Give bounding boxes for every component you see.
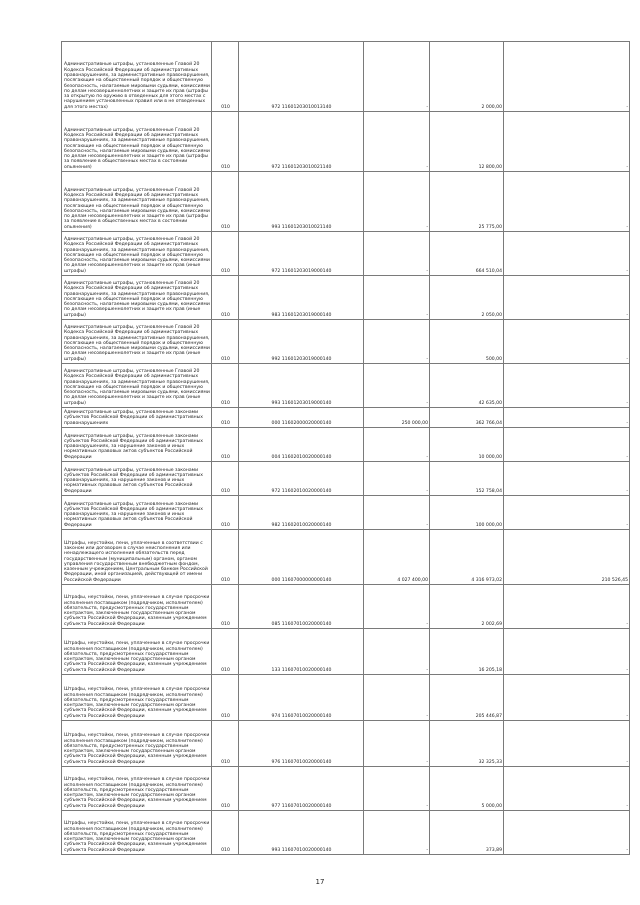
row-name: Административные штрафы, установленные законами субъектов Российской Федерации об административных правонарушениях, за нарушение законов и иных нормативных правовых актов субъектов Российской Федерации bbox=[62, 462, 212, 496]
row-kbk: 976 11607010020000140 bbox=[239, 721, 364, 767]
row-exec: 32 325,33 bbox=[430, 721, 504, 767]
row-rest: - bbox=[504, 112, 630, 172]
row-rest: - bbox=[504, 767, 630, 811]
row-code: 010 bbox=[212, 320, 239, 364]
table-row bbox=[62, 530, 630, 585]
row-name: Административные штрафы, установленные Главой 20 Кодекса Российской Федерации об административных правонарушениях, за административные правонарушения, посягающие на общественный порядок и общественную безопасность, налагаемые мировыми судьями, комиссиями по делам несовершеннолетних и защите их прав (иные штрафы) bbox=[62, 232, 212, 276]
row-code: 010 bbox=[212, 232, 239, 276]
row-exec: 2 002,69 bbox=[430, 585, 504, 629]
table-row bbox=[62, 585, 630, 629]
row-exec: 362 766,04 bbox=[430, 408, 504, 428]
row-code: 010 bbox=[212, 364, 239, 408]
row-kbk: 133 11607010020000140 bbox=[239, 629, 364, 675]
row-name: Административные штрафы, установленные Главой 20 Кодекса Российской Федерации об административных правонарушениях, за административные правонарушения, посягающие на общественный порядок и общественную безопасность, налагаемые мировыми судьями, комиссиями по делам несовершеннолетних и защите их прав (иные штрафы) bbox=[62, 364, 212, 408]
row-kbk: 982 11602010020000140 bbox=[239, 496, 364, 530]
row-plan: - bbox=[364, 585, 430, 629]
row-rest: - bbox=[504, 721, 630, 767]
table-row bbox=[62, 675, 630, 721]
row-exec: 25 775,00 bbox=[430, 172, 504, 232]
revenue-table bbox=[61, 41, 630, 855]
row-plan: - bbox=[364, 675, 430, 721]
row-name: Административные штрафы, установленные Главой 20 Кодекса Российской Федерации об административных правонарушениях, за административные правонарушения, посягающие на общественный порядок и общественную безопасность, налагаемые мировыми судьями, комиссиями по делам несовершеннолетних и защите их прав (штрафы за появление в общественных местах в состоянии опьянения) bbox=[62, 172, 212, 232]
row-code: 010 bbox=[212, 172, 239, 232]
row-rest: - bbox=[504, 811, 630, 855]
row-rest: - bbox=[504, 408, 630, 428]
row-kbk: 972 11602010020000140 bbox=[239, 462, 364, 496]
row-plan: - bbox=[364, 428, 430, 462]
row-rest: - bbox=[504, 232, 630, 276]
table-row bbox=[62, 172, 630, 232]
row-exec: 205 446,87 bbox=[430, 675, 504, 721]
row-name: Административные штрафы, установленные законами субъектов Российской Федерации об административных правонарушениях, за нарушение законов и иных нормативных правовых актов субъектов Российской Федерации bbox=[62, 428, 212, 462]
row-rest: - bbox=[504, 629, 630, 675]
row-kbk: 977 11607010020000140 bbox=[239, 767, 364, 811]
row-exec: 664 510,04 bbox=[430, 232, 504, 276]
row-exec: 10 000,00 bbox=[430, 428, 504, 462]
table-row bbox=[62, 408, 630, 428]
row-plan: - bbox=[364, 172, 430, 232]
row-plan: - bbox=[364, 629, 430, 675]
table-row bbox=[62, 428, 630, 462]
row-name: Административные штрафы, установленные законами субъектов Российской Федерации об административных правонарушениях bbox=[62, 408, 212, 428]
row-rest: - bbox=[504, 462, 630, 496]
row-code: 010 bbox=[212, 42, 239, 112]
row-exec: 42 635,00 bbox=[430, 364, 504, 408]
table-row bbox=[62, 629, 630, 675]
row-exec: 2 000,00 bbox=[430, 42, 504, 112]
row-plan: - bbox=[364, 42, 430, 112]
row-kbk: 000 11607000000000140 bbox=[239, 530, 364, 585]
row-exec: 152 758,04 bbox=[430, 462, 504, 496]
row-exec: 100 000,00 bbox=[430, 496, 504, 530]
page-number: 17 bbox=[315, 878, 325, 886]
report-sheet bbox=[61, 41, 629, 855]
row-kbk: 983 11601203019000140 bbox=[239, 276, 364, 320]
row-plan: - bbox=[364, 496, 430, 530]
table-row bbox=[62, 112, 630, 172]
row-code: 010 bbox=[212, 721, 239, 767]
table-body bbox=[62, 42, 630, 855]
row-code: 010 bbox=[212, 496, 239, 530]
row-name: Административные штрафы, установленные Главой 20 Кодекса Российской Федерации об административных правонарушениях, за административные правонарушения, посягающие на общественный порядок и общественную безопасность, налагаемые мировыми судьями, комиссиями по делам несовершеннолетних и защите их прав (иные штрафы) bbox=[62, 320, 212, 364]
row-kbk: 000 11602000020000140 bbox=[239, 408, 364, 428]
row-name: Штрафы, неустойки, пени, уплаченные в случае просрочки исполнения поставщиком (подрядчиком, исполнителем) обязательств, предусмотренных государственным контрактом, заключенным государственным органом субъекта Российской Федерации, казенным учреждением субъекта Российской Федерации bbox=[62, 629, 212, 675]
row-kbk: 004 11602010020000140 bbox=[239, 428, 364, 462]
table-row bbox=[62, 462, 630, 496]
row-rest: - bbox=[504, 364, 630, 408]
row-kbk: 993 11601203019000140 bbox=[239, 364, 364, 408]
row-name: Штрафы, неустойки, пени, уплаченные в случае просрочки исполнения поставщиком (подрядчиком, исполнителем) обязательств, предусмотренных государственным контрактом, заключенным государственным органом субъекта Российской Федерации, казенным учреждением субъекта Российской Федерации bbox=[62, 675, 212, 721]
row-code: 010 bbox=[212, 629, 239, 675]
row-name: Административные штрафы, установленные Главой 20 Кодекса Российской Федерации об административных правонарушениях, за административные правонарушения, посягающие на общественный порядок и общественную безопасность, налагаемые мировыми судьями, комиссиями по делам несовершеннолетних и защите их прав (иные штрафы) bbox=[62, 276, 212, 320]
row-kbk: 085 11607010020000140 bbox=[239, 585, 364, 629]
row-kbk: 993 11601203010021140 bbox=[239, 172, 364, 232]
row-name: Штрафы, неустойки, пени, уплаченные в случае просрочки исполнения поставщиком (подрядчиком, исполнителем) обязательств, предусмотренных государственным контрактом, заключенным государственным органом субъекта Российской Федерации, казенным учреждением субъекта Российской Федерации bbox=[62, 767, 212, 811]
row-plan: - bbox=[364, 232, 430, 276]
row-name: Административные штрафы, установленные Главой 20 Кодекса Российской Федерации об административных правонарушениях, за административные правонарушения, посягающие на общественный порядок и общественную безопасность, налагаемые мировыми судьями, комиссиями по делам несовершеннолетних и защите их прав (штрафы за появление в общественных местах в состоянии опьянения) bbox=[62, 112, 212, 172]
row-exec: 16 205,18 bbox=[430, 629, 504, 675]
row-name: Административные штрафы, установленные Главой 20 Кодекса Российской Федерации об административных правонарушениях, за административные правонарушения, посягающие на общественный порядок и общественную безопасность, налагаемые мировыми судьями, комиссиями по делам несовершеннолетних и защите их прав (штрафы за открытую по оружию в отведенных для этого местах с нарушением установленных правил или в не отведенных для этого местах) bbox=[62, 42, 212, 112]
row-code: 010 bbox=[212, 767, 239, 811]
row-code: 010 bbox=[212, 462, 239, 496]
row-exec: 500,00 bbox=[430, 320, 504, 364]
row-exec: 373,89 bbox=[430, 811, 504, 855]
row-code: 010 bbox=[212, 585, 239, 629]
table-row bbox=[62, 320, 630, 364]
row-exec: 2 050,00 bbox=[430, 276, 504, 320]
row-exec: 5 000,00 bbox=[430, 767, 504, 811]
row-code: 010 bbox=[212, 112, 239, 172]
row-kbk: 974 11607010020000140 bbox=[239, 675, 364, 721]
row-kbk: 993 11607010020000140 bbox=[239, 811, 364, 855]
table-row bbox=[62, 767, 630, 811]
row-kbk: 992 11601203019000140 bbox=[239, 320, 364, 364]
table-row bbox=[62, 42, 630, 112]
row-name: Штрафы, неустойки, пени, уплаченные в случае просрочки исполнения поставщиком (подрядчиком, исполнителем) обязательств, предусмотренных государственным контрактом, заключенным государственным органом субъекта Российской Федерации, казенным учреждением субъекта Российской Федерации bbox=[62, 811, 212, 855]
row-rest: - bbox=[504, 42, 630, 112]
row-plan: - bbox=[364, 112, 430, 172]
row-rest: - bbox=[504, 428, 630, 462]
table-row bbox=[62, 276, 630, 320]
row-name: Административные штрафы, установленные законами субъектов Российской Федерации об административных правонарушениях, за нарушение законов и иных нормативных правовых актов субъектов Российской Федерации bbox=[62, 496, 212, 530]
row-code: 010 bbox=[212, 811, 239, 855]
row-name: Штрафы, неустойки, пени, уплаченные в случае просрочки исполнения поставщиком (подрядчиком, исполнителем) обязательств, предусмотренных государственным контрактом, заключенным государственным органом субъекта Российской Федерации, казенным учреждением субъекта Российской Федерации bbox=[62, 585, 212, 629]
row-code: 010 bbox=[212, 276, 239, 320]
table-row bbox=[62, 364, 630, 408]
row-plan: - bbox=[364, 721, 430, 767]
table-row bbox=[62, 496, 630, 530]
row-name: Штрафы, неустойки, пени, уплаченные в соответствии с законом или договором в случае неисполнения или ненадлежащего исполнения обязательств перед государственным (муниципальным) органом, органом управления государственным внебюджетным фондом, казенным учреждением, Центральным банком Российской Федерации, иной организацией, действующей от имени Российской Федерации bbox=[62, 530, 212, 585]
row-rest: - bbox=[504, 675, 630, 721]
row-kbk: 972 11601203010021140 bbox=[239, 112, 364, 172]
table-row bbox=[62, 721, 630, 767]
row-plan: - bbox=[364, 320, 430, 364]
row-rest: - bbox=[504, 496, 630, 530]
row-kbk: 972 11601203010013140 bbox=[239, 42, 364, 112]
row-plan: 4 027 400,00 bbox=[364, 530, 430, 585]
row-rest: - bbox=[504, 320, 630, 364]
row-rest: 210 526,45 bbox=[504, 530, 630, 585]
row-name: Штрафы, неустойки, пени, уплаченные в случае просрочки исполнения поставщиком (подрядчиком, исполнителем) обязательств, предусмотренных государственным контрактом, заключенным государственным органом субъекта Российской Федерации, казенным учреждением субъекта Российской Федерации bbox=[62, 721, 212, 767]
row-rest: - bbox=[504, 172, 630, 232]
row-plan: - bbox=[364, 276, 430, 320]
row-plan: - bbox=[364, 462, 430, 496]
row-plan: - bbox=[364, 811, 430, 855]
row-plan: - bbox=[364, 364, 430, 408]
row-rest: - bbox=[504, 276, 630, 320]
row-plan: - bbox=[364, 767, 430, 811]
row-plan: 250 000,00 bbox=[364, 408, 430, 428]
row-kbk: 972 11601203019000140 bbox=[239, 232, 364, 276]
row-exec: 4 316 973,02 bbox=[430, 530, 504, 585]
row-exec: 12 800,00 bbox=[430, 112, 504, 172]
row-code: 010 bbox=[212, 408, 239, 428]
row-rest: - bbox=[504, 585, 630, 629]
table-row bbox=[62, 232, 630, 276]
row-code: 010 bbox=[212, 675, 239, 721]
table-row bbox=[62, 811, 630, 855]
row-code: 010 bbox=[212, 530, 239, 585]
row-code: 010 bbox=[212, 428, 239, 462]
